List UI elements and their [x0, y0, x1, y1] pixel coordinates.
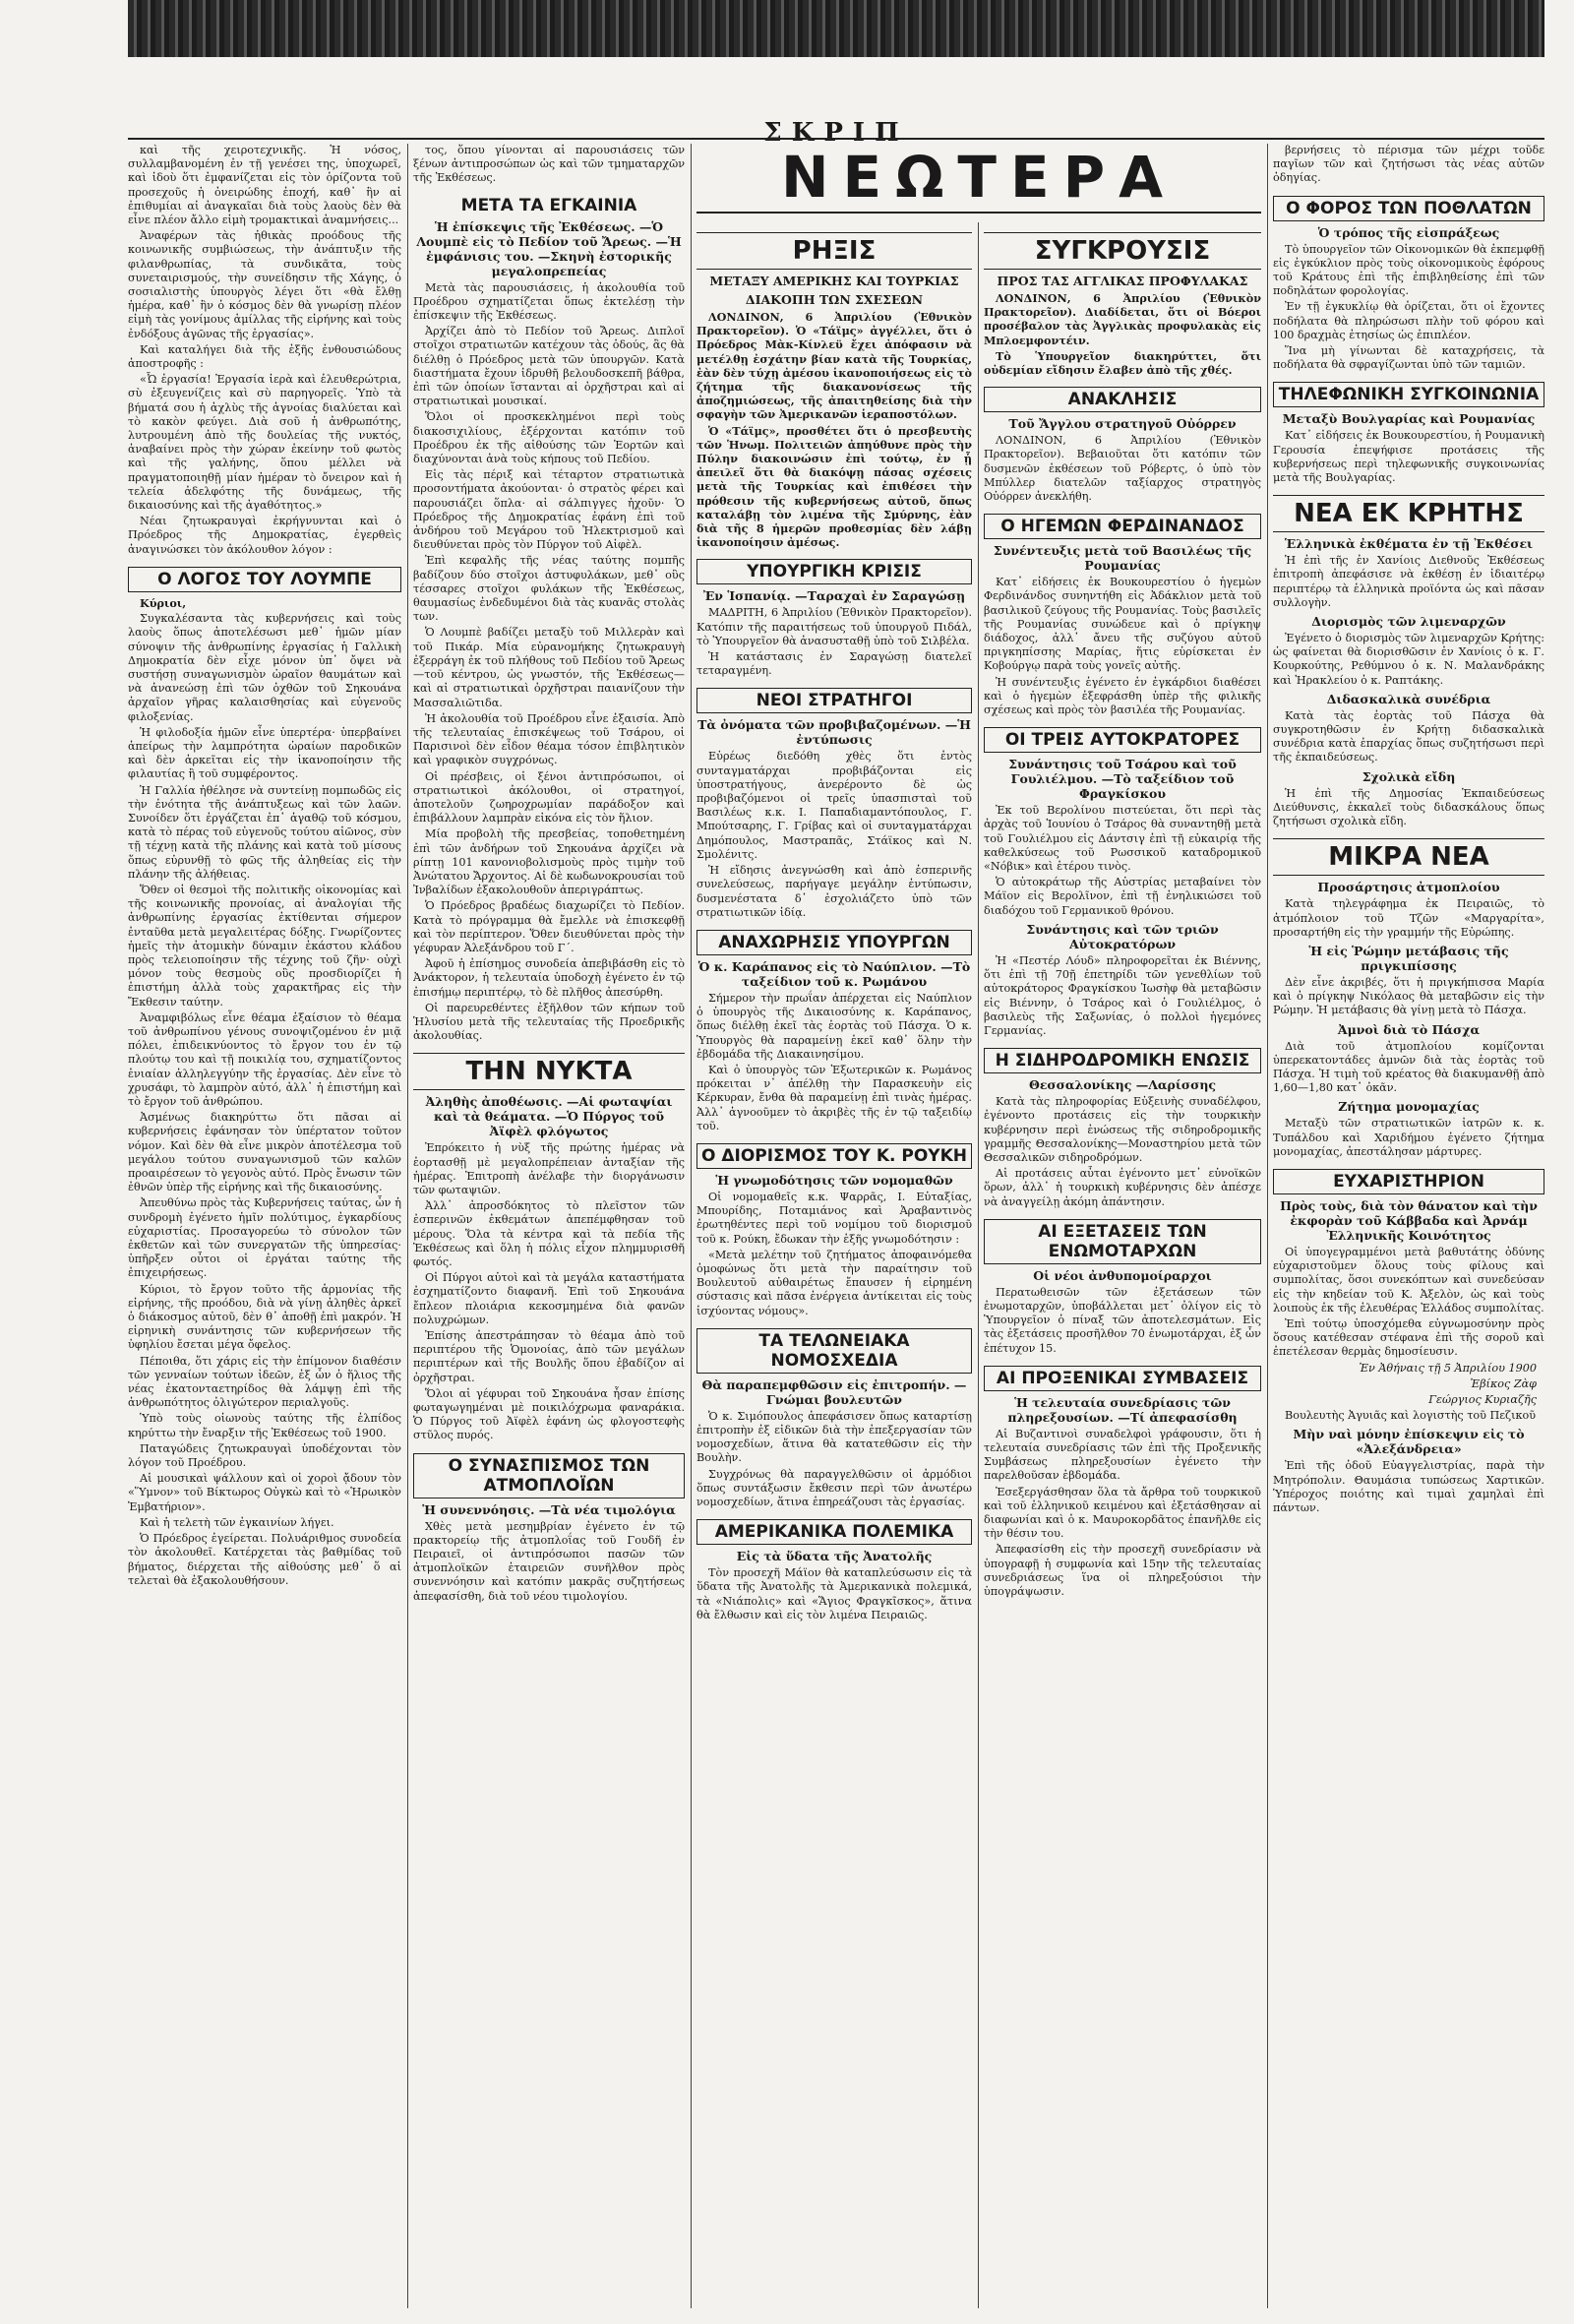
paragraph: Ὑπὸ τοὺς οἰωνοὺς ταύτης τῆς ἐλπίδος κηρύττω τὴν ἔναρξιν τῆς Ἐκθέσεως τοῦ 1900. [128, 1412, 401, 1439]
paragraph: Ἡ ἀκολουθία τοῦ Προέδρου εἶνε ἐξαισία. Ἀπὸ τῆς τελευταίας ἐπισκέψεως τοῦ Τσάρου, οἱ Παρισινοὶ δὲν εἶδον θέαμα τόσον ἐπιβλητικὸν καὶ γραφικὸν συγχρόνως. [413, 711, 685, 767]
paragraph: Εἰς τὰς πέριξ καὶ τέταρτον στρατιωτικὰ προσοντήματα ἀκούονται· ὁ στρατὸς φέρει καὶ παρουσιάζει ὅπλα· αἱ σάλπιγγες ἠχοῦν· Ὁ Πρόεδρος τῆς Δημοκρατίας ἐφάνη ἐπὶ τοῦ ἀνδήρου τοῦ Μεγάρου τοῦ Ἠλεκτρισμοῦ καὶ διευθύνεται πρὸς τὸν Πύργον τοῦ Αἰφὲλ. [413, 468, 685, 552]
subheadline: Ὁ κ. Καράπανος εἰς τὸ Ναύπλιον. —Τὸ ταξείδιον τοῦ κ. Ρωμάνου [697, 958, 971, 989]
signature-date: Ἐν Ἀθήναις τῇ 5 Ἀπριλίου 1900 [1359, 1361, 1537, 1375]
subheadline: Οἱ νέοι ἀνθυπομοίραρχοι [1033, 1267, 1212, 1283]
headline: Ο ΔΙΟΡΙΣΜΟΣ ΤΟΥ Κ. ΡΟΥΚΗ [696, 1143, 972, 1169]
paragraph: Ἡ ἐπὶ τῆς Δημοσίας Ἐκπαιδεύσεως Διεύθυνσις, ἐκκαλεῖ τοὺς διδασκάλους ὅπως ζητήσωσι σχολικὰ εἴδη. [1273, 786, 1544, 828]
paragraph: Ἡ φιλοδοξία ἡμῶν εἶνε ὑπερτέρα· ὑπερβαίνει ἀπείρως τὴν λαμπρότητα ὡραίων παροδικῶν καὶ δὲν ἀρκεῖται εἰς τὴν ἱκανοποίησιν τῆς φιλαυτίας ἢ τοῦ συμφέροντος. [128, 725, 401, 781]
paragraph: τος, ὅπου γίνονται αἱ παρουσιάσεις τῶν ξένων ἀντιπροσώπων ὡς καὶ τῶν τμηματαρχῶν τῆς Ἐκθέσεως. [413, 144, 685, 185]
subheadline: Ἡ εἰς Ῥώμην μετάβασις τῆς πριγκιπίσσης [1308, 943, 1509, 973]
paragraph: ΜΑΔΡΙΤΗ, 6 Ἀπριλίου (Ἐθνικὸν Πρακτορεῖον). Κατόπιν τῆς παραιτήσεως τοῦ ὑπουργοῦ Πιδάλ, τὸ Ὑπουργεῖον θὰ ἀνασυσταθῇ ὑπὸ τοῦ Σιλβέλα. [696, 606, 972, 647]
paragraph: Ἡ «Πεστέρ Λόυδ» πληροφορεῖται ἐκ Βιέννης, ὅτι ἐπὶ τῇ 70ῇ ἐπετηρίδι τῶν γενεθλίων τοῦ αὐτοκράτορος Φραγκίσκου Ἰωσὴφ θὰ μεταβῶσιν εἰς Βιέννην, ὁ Τσάρος καὶ ὁ Γουλιέλμος, ὁ βασιλεὺς τῆς Σαξωνίας, ὁ πολλοὶ ἡγεμόνες Γερμανίας. [984, 953, 1261, 1037]
headline: ΟΙ ΤΡΕΙΣ ΑΥΤΟΚΡΑΤΟΡΕΣ [984, 727, 1261, 753]
subheadline: Διορισμὸς τῶν λιμεναρχῶν [1311, 614, 1506, 630]
subheadline: Ἡ γνωμοδότησις τῶν νομομαθῶν [715, 1172, 953, 1188]
paragraph: Ἡ Γαλλία ἠθέλησε νὰ συντείνῃ πομπωδῶς εἰς τὴν ἐνότητα τῆς ἀνάπτυξεως καὶ τῶν λαῶν. Συνοίδεν ὅτι ἐργάζεται ἐπ᾽ ἀγαθῷ τοῦ κόσμου, κατὰ τὸ πέρας τοῦ εὐγενοῦς τούτου αἰῶνος, σὺν τῇ τέχνῃ κατὰ τῆς πλάνης καὶ κατὰ τοῦ μίσους ὅπως εὐρυνθῇ τὸ φῶς τῆς ἀληθείας εἰς τὴν πλάνην τῆς ἀλήθειας. [128, 783, 401, 881]
subheadline: Ἀμνοὶ διὰ τὸ Πάσχα [1337, 1021, 1481, 1037]
paragraph: Μία προβολὴ τῆς πρεσβείας, τοποθετημένη ἐπὶ τῶν ἀνδήρων τοῦ Σηκουάνα ἀρχίζει νὰ ρίπτῃ 101 κανονιοβολισμοὺς πρὸς τιμὴν τοῦ Ἀνώτατου Ἄρχοντος. Αἱ δὲ κωδωνοκρουσίαι τοῦ Ἰνβαλίδων ἐξακολουθοῦν ἀπεριγράπτως. [413, 827, 685, 897]
paragraph: Βουλευτὴς Ἀγυιᾶς καὶ λογιστὴς τοῦ Πεζικοῦ [1285, 1409, 1537, 1423]
paragraph: Χθὲς μετὰ μεσημβρίαν ἐγένετο ἐν τῷ πρακτορείῳ τῆς ἀτμοπλοΐας τοῦ Γουδῆ ἐν Πειραιεῖ, οἱ ἀντιπρόσωποι πασῶν τῶν ἀτμοπλοϊκῶν ἑταιρειῶν συνῆλθον πρὸς συνεννόησιν καὶ κατόπιν μακρᾶς συζητήσεως ἀπεφασίσθη, διὰ τοῦ νέου τιμολογίου. [413, 1519, 685, 1603]
paragraph: ΛΟΝΔΙΝΟΝ, 6 Ἀπριλίου (Ἐθνικὸν Πρακτορεῖον). Βεβαιοῦται ὅτι κατόπιν τῶν δυσμενῶν ἐκθέσεων τοῦ Ρόβερτς, ὁ ὑπὸ τὸν Μπύλλερ διατελῶν ταξίαρχος στρατηγὸς Οὐόρρεν ἀνεκλήθη. [984, 434, 1261, 504]
paragraph: Δὲν εἶνε ἀκριβές, ὅτι ἡ πριγκήπισσα Μαρία καὶ ὁ πρίγκηψ Νικόλαος θὰ μεταβῶσιν εἰς τὴν Ρώμην. Ἡ μετάβασις θὰ γίνῃ μετὰ τὸ Πάσχα. [1273, 975, 1544, 1017]
column-5 [1273, 144, 1544, 2308]
paragraph: Ἀπεφασίσθη εἰς τὴν προσεχῆ συνεδρίασιν νὰ ὑπογραφῇ ἡ συμφωνία καὶ 15ην τῆς τελευταίας συνεδριάσεως ἵνα οἱ πληρεξούσιοι τὴν ὑπογράψωσιν. [984, 1543, 1261, 1598]
columns [128, 144, 1544, 2308]
subheadline: Πρὸς τοὺς, διὰ τὸν θάνατον καὶ τὴν ἐκφορὰν τοῦ Κάββαδα καὶ Ἀρνάμ Ἐλληνικῆς Κοινότητος [1280, 1197, 1538, 1243]
paragraph: Ὁ Πρόεδρος ἐγείρεται. Πολυάριθμος συνοδεία τὸν ἀκολουθεῖ. Κατέρχεται τὰς βαθμίδας τοῦ βήματος, διέρχεται τῆς αἰθούσης μεθ᾽ ὅ αἱ τελεταὶ θὰ ἐξακολουθήσουν. [128, 1532, 401, 1587]
headline: ΑΙ ΕΞΕΤΑΣΕΙΣ ΤΩΝ ΕΝΩΜΟΤΑΡΧΩΝ [984, 1219, 1261, 1264]
subheadline: Τὰ ὀνόματα τῶν προβιβαζομένων. —Ἡ ἐντύπωσις [697, 717, 971, 748]
paragraph: Κατὰ τὰς πληροφορίας Εὐξεινὴς συναδέλφου, ἐγένοντο προτάσεις εἰς τὴν τουρκικὴν κυβέρνησιν περὶ ἑνώσεως τῆς σιδηροδρομικῆς γραμμῆς Θεσσαλονίκης—Μοναστηρίου μετὰ τῶν Θεσσαλικῶν σιδηροδρόμων. [984, 1095, 1261, 1164]
subheadline: ΠΡΟΣ ΤΑΣ ΑΓΓΛΙΚΑΣ ΠΡΟΦΥΛΑΚΑΣ [997, 274, 1248, 288]
paragraph: Καὶ ἡ τελετὴ τῶν ἐγκαινίων λήγει. [140, 1515, 334, 1529]
headline: Ο ΛΟΓΟΣ ΤΟΥ ΛΟΥΜΠΕ [128, 567, 401, 592]
headline: ΤΑ ΤΕΛΩΝΕΙΑΚΑ ΝΟΜΟΣΧΕΔΙΑ [696, 1328, 972, 1374]
paragraph: Οἱ παρευρεθέντες ἐξῆλθον τῶν κήπων τοῦ Ἡλυσίου μετὰ τῆς τελευταίας τῆς Προεδρικῆς ἀκολουθίας. [413, 1001, 685, 1043]
paragraph: Ὁ «Τάϊμς», προσθέτει ὅτι ὁ πρεσβευτὴς τῶν Ἡνωμ. Πολιτειῶν ἀπηύθυνε πρὸς τὴν Πύλην διακοινώσιν ἐπὶ τούτῳ, ἐν ᾗ ἀπειλεῖ ὅτι θὰ διακόψῃ πάσας σχέσεις μετὰ τῆς Τουρκίας καὶ ἐπιθέσει τὴν πρόθεσιν τῆς κυβερνήσεως αὐτοῦ, ὅπως καταλάβῃ τὸν λιμένα τῆς Σμύρνης, ἐὰν διὰ τῆς 8 ἡμερῶν προθεσμίας δὲν λάβῃ ἱκανοποίησιν ἀμέσως. [696, 423, 972, 550]
column-divider [407, 144, 408, 2308]
paragraph: καὶ τῆς χειροτεχνικῆς. Ἡ νόσος, συλλαμβανομένη ἐν τῇ γενέσει της, ὑποχωρεῖ, καὶ ἰδοὺ ὅτι ἐμφανίζεται εἰς τὸν ὁρίζοντα τοῦ προσεχοῦς ἡ ὀνειρώδης ἐποχή, καθ᾽ ἣν αἱ ἐπιθυμίαι αἱ ἀναγκαῖαι διὰ τοὺς λαοὺς δὲν θὰ εἶνε πλέον ἄλλο εἰμὴ τρομακτικαὶ ἀναμνήσεις... [128, 144, 401, 227]
signature-name: Γεώργιος Κυριαζῆς [1428, 1392, 1537, 1406]
paragraph: Ὁ Λουμπὲ βαδίζει μεταξὺ τοῦ Μιλλερὰν καὶ τοῦ Πικάρ. Μία εὐρανομήκης ζητωκραυγὴ ἐξερράγη ἐκ τοῦ πλήθους τοῦ Πεδίου τοῦ Ἄρεως —τοῦ κέντρου, ὡς γνωστόν, τῆς Ἐκθέσεως— καὶ αἱ στρατιωτικαὶ ὀρχῆστραι παιανίζουν τὴν Μασσαλιῶτιδα. [413, 626, 685, 709]
headline: ΡΗΞΙΣ [696, 232, 972, 270]
subheadline: Ἀληθὴς ἀποθέωσις. —Αἱ φωταψίαι καὶ τὰ θεάματα. —Ὁ Πύργος τοῦ Ἀϊφὲλ φλόγωτος [425, 1094, 673, 1139]
paragraph: Οἱ Πύργοι αὐτοὶ καὶ τὰ μεγάλα καταστήματα ἐσχηματίζοντο διαφανῆ. Ἐπὶ τοῦ Σηκουάνα ἔπλεον πλοιάρια κεκοσμημένα διὰ φανῶν πολυχρώμων. [413, 1271, 685, 1326]
subheadline: ΔΙΑΚΟΠΗ ΤΩΝ ΣΧΕΣΕΩΝ [745, 292, 924, 307]
subheadline: Διδασκαλικὰ συνέδρια [1326, 691, 1491, 706]
paragraph: Ἀλλ᾽ ἀπροσδόκητος τὸ πλεῖστον τῶν ἐσπερινῶν ἐκθεμάτων ἀπεπέμφθησαν τοῦ μέρους. Ὅλα τὰ κέντρα καὶ τὰ πεδία τῆς Ἐκθέσεως καὶ ὅλη ἡ πόλις εἶχον πλημμυρισθῆ φωτός. [413, 1199, 685, 1268]
headline: Η ΣΙΔΗΡΟΔΡΟΜΙΚΗ ΕΝΩΣΙΣ [984, 1048, 1261, 1073]
column-divider [691, 144, 692, 2308]
headline: ΥΠΟΥΡΓΙΚΗ ΚΡΙΣΙΣ [696, 559, 972, 584]
column-4 [984, 222, 1261, 2308]
paragraph: Κύριοι, [140, 595, 187, 610]
section-banner: ΝΕΩΤΕΡΑ [780, 144, 1178, 211]
headline: ΜΕΤΑ ΤΑ ΕΓΚΑΙΝΙΑ [460, 195, 637, 215]
scan-edge [128, 0, 1544, 57]
headline: ΜΙΚΡΑ ΝΕΑ [1273, 838, 1544, 876]
paragraph: Ἀναμφιβόλως εἶνε θέαμα ἐξαίσιον τὸ θέαμα τοῦ ἀνθρωπίνου γένους συνοψιζομένου ἐν μιᾷ πόλει, ἐπιδεικνύοντος τὸ ἔργον του ἐν τῷ πλούτῳ του καὶ τῇ ποικιλίᾳ του, σχηματίζοντος ἑνιαίαν ἀλληλεγγύην τῆς ἐργασίας. Δὲν εἶνε τὸ χρυσάφι, τὸ λαμπρὸν αὐτό, ἀλλ᾽ ἡ ἐπιστήμη καὶ τὸ ἔργον τοῦ ἀνθρώπου. [128, 1010, 401, 1108]
paragraph: Μεταξὺ τῶν στρατιωτικῶν ἰατρῶν κ. κ. Τυπάλδου καὶ Χαριδήμου ἐγένετο ζήτημα μονομαχίας, ἀπεστάλησαν μάρτυρες. [1273, 1117, 1544, 1158]
subheadline: Ἡ ἐπίσκεψις τῆς Ἐκθέσεως. —Ὁ Λουμπὲ εἰς τὸ Πεδίον τοῦ Ἄρεως. —Ἡ ἐμφάνισις του. —Σκηνὴ ἐστορικῆς μεγαλοπρεπείας [416, 218, 682, 278]
paragraph: Ἀρχίζει ἀπὸ τὸ Πεδίον τοῦ Ἄρεως. Διπλοῖ στοῖχοι στρατιωτῶν κατέχουν τὰς ὁδούς, ἃς θὰ διέλθῃ ὁ Πρόεδρος μετὰ τῶν ὑπουργῶν. Κατὰ διαστήματα ἔχουν ἱδρυθῆ βελουδοσκεπῆ βάθρα, ἐπὶ τῶν ὁποίων ἵστανται αἱ ὀρχῆστραι καὶ αἱ στρατιωτικαὶ μουσικαί. [413, 325, 685, 408]
headline: ΕΥΧΑΡΙΣΤΗΡΙΟΝ [1273, 1169, 1544, 1194]
paragraph: Ἀπευθύνω πρὸς τὰς Κυβερνήσεις ταύτας, ὧν ἡ συνδρομὴ ἐγένετο ἡμῖν πολύτιμος, ἐγκαρδίους εὐχαριστίας. Προσαγορεύω τὸ σύνολον τῶν ἐκθετῶν καὶ τῶν συνεργατῶν τῆς ὑπηρεσίας· ὑπῆρξεν οὗτοι οἱ ἐργάται ταύτης τῆς ἐπιχειρήσεως. [128, 1196, 401, 1280]
paragraph: Ἀσμένως διακηρύττω ὅτι πᾶσαι αἱ κυβερνήσεις ἐφάνησαν τὸν ὑπέρτατον τοῦτον νόμον. Καὶ δὲν θὰ εἶνε μικρὸν ἀποτέλεσμα τοῦ μεγάλου τούτου συναγωνισμοῦ τῶν καλῶν προαιρέσεων τὸ γεγονὸς αὐτό. Πρὸς ἔνωσιν τῶν ἐθνῶν ὑπὲρ τῆς εἰρήνης καὶ τῆς δικαιοσύνης. [128, 1111, 401, 1194]
paragraph: Ἡ κατάστασις ἐν Σαραγώσῃ διατελεῖ τεταραγμένη. [696, 650, 972, 678]
paragraph: Ἡ ἐπὶ τῆς ἐν Χανίοις Διεθνοῦς Ἐκθέσεως ἐπιτροπὴ ἀπεφάσισε νὰ ἐκθέσῃ ἐν ἰδιαιτέρῳ περιπτέρῳ τὰ ἑλληνικὰ προϊόντα ὡς καὶ πᾶσαν συλλογὴν. [1273, 554, 1544, 609]
headline: ΤΗΛΕΦΩΝΙΚΗ ΣΥΓΚΟΙΝΩΝΙΑ [1273, 382, 1544, 407]
headline: ΝΕΟΙ ΣΤΡΑΤΗΓΟΙ [696, 688, 972, 713]
paragraph: Ἀναφέρων τὰς ἠθικὰς προόδους τῆς κοινωνικῆς συμβιώσεως, τὴν ἀνάπτυξιν τῆς φιλανθρωπίας, τὰ συνδικᾶτα, τοὺς συνεταιρισμούς, τὴν συνείδησιν τῆς Χάγης, ὁ σοσιαλιστὴς ὑπουργὸς λέγει ὅτι «θὰ ἔλθῃ ἡμέρα, καθ᾽ ἣν ὁ κόσμος δὲν θὰ γνωρίσῃ πλέον εἰμὴ τὰς γονίμους ἁμίλλας τῆς εἰρήνης καὶ τοὺς ἐνδόξους ἀγῶνας τῆς ἐργασίας». [128, 229, 401, 340]
paragraph: Ὁ αὐτοκράτωρ τῆς Αὐστρίας μεταβαίνει τὸν Μάϊον εἰς Βερολῖνον, ἐπὶ τῇ ἐνηλικιώσει τοῦ διαδόχου τοῦ Γερμανικοῦ θρόνου. [984, 876, 1261, 917]
paragraph: ΛΟΝΔΙΝΟΝ, 6 Ἀπριλίου (Ἐθνικὸν Πρακτορεῖον). Ὁ «Τάϊμς» ἀγγέλλει, ὅτι ὁ Πρόεδρος Μὰκ-Κίνλεϋ ἔχει ἀπόφασιν νὰ μετέλθῃ ἐσχάτην βίαν κατὰ τῆς Τουρκίας, ἐὰν δὲν τύχῃ ἀμέσου ἱκανοποιήσεως εἰς τὸ ζήτημα τῆς διακανονίσεως τῆς ἀποζημιώσεως, τῆς ἀπαιτηθείσης διὰ τὴν σφαγὴν τῶν Ἀμερικανῶν ἱεραποστόλων. [696, 310, 972, 422]
subheadline: Προσάρτησις ἀτμοπλοίου [1317, 880, 1500, 895]
subheadline: Θὰ παραπεμφθῶσιν εἰς ἐπιτροπήν. —Γνώμαι βουλευτῶν [701, 1376, 967, 1407]
paragraph: ΛΟΝΔΙΝΟΝ, 6 Ἀπριλίου (Ἐθνικὸν Πρακτορεῖον). Διαδίδεται, ὅτι οἱ Βόεροι προσέβαλον τὰς Ἀγγλικὰς προφυλακὰς εἰς Μπλοεμφοντέιν. [984, 291, 1261, 347]
subheadline: Συνάντησις τοῦ Τσάρου καὶ τοῦ Γουλιέλμου. —Τὸ ταξείδιον τοῦ Φραγκίσκου [1008, 757, 1237, 802]
paragraph: Καὶ ὁ ὑπουργὸς τῶν Ἐξωτερικῶν κ. Ρωμάνος πρόκειται ν᾽ ἀπέλθῃ τὴν Παρασκευὴν εἰς Κέρκυραν, ἔνθα θὰ παραμείνῃ ἐπὶ τινὰς ἡμέρας. Ἀλλ᾽ ἀγνοοῦμεν τὸ ἀκριβὲς τῆς ἐν τῷ ταξειδίῳ τοῦ. [696, 1063, 972, 1132]
subheadline: Ἑλληνικὰ ἐκθέματα ἐν τῇ Ἐκθέσει [1284, 536, 1534, 552]
column-divider [1267, 144, 1268, 2308]
paragraph: Αἱ μουσικαὶ ψάλλουν καὶ οἱ χοροὶ ᾄδουν τὸν «Ὕμνον» τοῦ Βίκτωρος Οὐγκὼ καὶ τὸ «Ἡρωικὸν Ἐμβατήριον». [128, 1472, 401, 1513]
paragraph: Τὸ Ὑπουργεῖον διακηρύττει, ὅτι οὐδεμίαν εἴδησιν ἔλαβεν ἀπὸ τῆς χθές. [984, 348, 1261, 378]
headline: Ο ΦΟΡΟΣ ΤΩΝ ΠΟΘΛΑΤΩΝ [1273, 196, 1544, 221]
paragraph: Διὰ τοῦ ἀτμοπλοίου κομίζονται ὑπερεκατοντάδες ἀμνῶν διὰ τὰς ἑορτὰς τοῦ Πάσχα. Ἡ τιμὴ τοῦ κρέατος θὰ διακυμανθῇ ἀπὸ 1,60—1,80 κατ᾽ ὀκᾶν. [1273, 1039, 1544, 1095]
paragraph: Κατ᾽ εἰδήσεις ἐκ Βουκουρεστίου ὁ ἡγεμὼν Φερδινάνδος συνηντήθη εἰς Ἀδάκλιον μετὰ τοῦ βασιλικοῦ ζεύγους τῆς Ρουμανίας. Τοὺς βασιλεῖς τῆς Ρουμανίας συνώδευε καὶ ὁ πρίγκηψ διάδοχος, ἀλλ᾽ ἄνευ τῆς συζύγου αὐτοῦ πριγκηπίσσης Μαρίας, ἥτις εὑρίσκεται ἐν Κοβούργῳ παρὰ τοὺς γονεῖς αὐτῆς. [984, 576, 1261, 673]
headline: Ο ΗΓΕΜΩΝ ΦΕΡΔΙΝΑΝΔΟΣ [984, 514, 1261, 539]
paragraph: Καὶ καταλήγει διὰ τῆς ἑξῆς ἐνθουσιώδους ἀποστροφῆς : [128, 342, 401, 371]
subheadline: Θεσσαλονίκης —Λαρίσσης [1028, 1077, 1217, 1093]
headline: ΑΙ ΠΡΟΞΕΝΙΚΑΙ ΣΥΜΒΑΣΕΙΣ [984, 1366, 1261, 1391]
column-2 [413, 144, 685, 2308]
paragraph: Εὐρέως διεδόθη χθὲς ὅτι ἐντὸς συνταγματάρχαι προβιβάζονται εἰς ὑποστρατήγους, ἀνερέροντο δὲ ὡς προβιβαζόμενοι οἱ τρεῖς ὑπασπισταὶ τοῦ Βασιλέως κ.κ. Ι. Παπαδιαμαντόπουλος, Γ. Μπούτσαρης, Γ. Γρίβας καὶ οἱ συνταγματάρχαι Δημόπουλος, Μαστραπᾶς, Στάϊκος καὶ Ν. Σμολένιτς. [696, 750, 972, 861]
subheadline: Ἐν Ἱσπανίᾳ. —Ταραχαὶ ἐν Σαραγώσῃ [702, 588, 966, 604]
paragraph: Αἱ Βυζαντινοὶ συναδελφοὶ γράφουσιν, ὅτι ἡ τελευταία συνεδρίασις τῶν ἐπὶ τῆς Προξενικῆς Συμβάσεως πληρεξουσίων ἐγένετο τὴν παρελθοῦσαν ἑβδομάδα. [984, 1427, 1261, 1483]
paragraph: Ὁ Πρόεδρος βραδέως διαχωρίζει τὸ Πεδίον. Κατὰ τὸ πρόγραμμα θὰ ἔμελλε νὰ ἐπισκεφθῇ καὶ τὸν περίπτερον. Ὅθεν διευθύνεται πρὸς τὴν γέφυραν Ἀλεξάνδρου τοῦ Γ΄. [413, 899, 685, 954]
paragraph: Ὅλοι οἱ προσκεκλημένοι περὶ τοὺς διακοσιχιλίους, ἐξέρχονται κατόπιν τοῦ Προέδρου ἐκ τῆς αἰθούσης τῶν Ἑορτῶν καὶ διαχύνονται ἀνὰ τοὺς κήπους τοῦ Πεδίου. [413, 410, 685, 466]
headline: ΑΜΕΡΙΚΑΝΙΚΑ ΠΟΛΕΜΙΚΑ [696, 1519, 972, 1545]
paragraph: Κατὰ τὰς ἑορτὰς τοῦ Πάσχα θὰ συγκροτηθῶσιν ἐν Κρήτῃ διδασκαλικὰ συνέδρια κατὰ ἐπαρχίας ὅπως συζητήσωσι περὶ τῆς ἐκπαιδεύσεως. [1273, 708, 1544, 764]
paragraph: Οἱ νομομαθεῖς κ.κ. Ψαρρᾶς, Ι. Εὐταξίας, Μπουρίδης, Ποταμιάνος καὶ Ἀραβαντινὸς ἐρωτηθέντες περὶ τοῦ νομίμου τοῦ διορισμοῦ τοῦ κ. Ρούκη, ἔδωκαν τὴν ἑξῆς γνωμοδότησιν : [696, 1190, 972, 1246]
paragraph: Συγχρόνως θὰ παραγγελθῶσιν οἱ ἀρμόδιοι ὅπως συντάξωσιν ἔκθεσιν περὶ τῶν ἀνωτέρω νομοσχεδίων, ἅτινα ἐπηρεάζουσι τὰς ἐργασίας. [696, 1467, 972, 1508]
paragraph: «Μετὰ μελέτην τοῦ ζητήματος ἀποφαινόμεθα ὁμοφώνως ὅτι μετὰ τὴν παραίτησιν τοῦ Βουλευτοῦ αὐθαιρέτως ἔπαυσεν ἡ εἰρημένη σύστασις καὶ πᾶσα ἐνέργεια ἀντίκειται εἰς τοὺς ἰσχύοντας νόμους». [696, 1248, 972, 1317]
subheadline: ΜΕΤΑΞΥ ΑΜΕΡΙΚΗΣ ΚΑΙ ΤΟΥΡΚΙΑΣ [709, 274, 959, 288]
paragraph: Παταγώδεις ζητωκραυγαὶ ὑποδέχονται τὸν λόγον τοῦ Προέδρου. [128, 1441, 401, 1470]
subheadline: Συνάντησις καὶ τῶν τριῶν Αὐτοκρατόρων [1026, 921, 1219, 951]
paragraph: Νέαι ζητωκραυγαὶ ἐκρήγνυνται καὶ ὁ Πρόεδρος τῆς Δημοκρατίας, ἐγερθεὶς ἀναγινώσκει τὸν ἀκόλουθον λόγον : [128, 515, 401, 556]
paragraph: Οἱ ὑπογεγραμμένοι μετὰ βαθυτάτης ὀδύνης εὐχαριστοῦμεν ὅλους τοὺς φίλους καὶ συμπολίτας, ὅσοι συνεκόπτων καὶ συνεδεύσαν εἰς τὴν κηδείαν τοῦ Κ. Ἀξελὸν, ὡς καὶ τοὺς λοιποὺς ἐκ τῆς ἐλευθέρας Ἑλλάδος συμπολίτας. [1273, 1245, 1544, 1315]
subheadline: Ἡ συνεννόησις. —Τὰ νέα τιμολόγια [422, 1501, 676, 1517]
subheadline: Εἰς τὰ ὕδατα τῆς Ἀνατολῆς [736, 1549, 933, 1564]
paragraph: Τὸ ὑπουργεῖον τῶν Οἰκονομικῶν θὰ ἐκπεμφθῇ εἰς ἐγκύκλιον πρὸς τοὺς οἰκονομικοὺς ἐφόρους τοῦ Κράτους ἐπὶ τῆς ἐπιβληθείσης ἐπὶ τῶν ποδηλάτων φορολογίας. [1273, 242, 1544, 298]
paragraph: Ὅλοι αἱ γέφυραι τοῦ Σηκουάνα ἦσαν ἐπίσης φωταγωγημέναι μὲ ποικιλόχρωμα φαναράκια. Ὁ Πύργος τοῦ Ἀϊφὲλ ἐφάνη ὡς φλογοστεφὴς στῦλος πυρός. [413, 1386, 685, 1442]
column-divider [978, 222, 979, 2308]
paragraph: Συγκαλέσαντα τὰς κυβερνήσεις καὶ τοὺς λαοὺς ὅπως ἀποτελέσωσι μεθ᾽ ἡμῶν μίαν σύνοψιν τῆς ἀνθρωπίνης ἐργασίας ἡ Γαλλικὴ Δημοκρατία δὲν εἶχε μόνον ὑπ᾽ ὄψει νὰ συστήσῃ συναγωνισμὸν ὡραῖον θαυμάτων καὶ νὰ ἀνανεώσῃ ἐπὶ τῶν ὀχθῶν τοῦ Σηκουάνα ἀρχαῖον γῆρας καλαισθησίας καὶ εὐγενοῦς φιλοξενίας. [128, 612, 401, 723]
paragraph: Ἐπρόκειτο ἡ νὺξ τῆς πρώτης ἡμέρας νὰ ἑορτασθῇ μὲ μεγαλοπρέπειαν ἀνταξίαν τῆς ἡμέρας. Ἐπιτροπὴ ἀνέλαβε τὴν διοργάνωσιν τῶν φωταψιῶν. [413, 1141, 685, 1196]
paragraph: Ἡ συνέντευξις ἐγένετο ἐν ἐγκάρδιοι διαθέσει καὶ ὁ ἡγεμὼν ἐξεφράσθη ὑπὲρ τῆς φιλικῆς σχέσεως καὶ πρὸς τὸν βασιλέα τῆς Ρουμανίας. [984, 675, 1261, 717]
paragraph: Κύριοι, τὸ ἔργον τοῦτο τῆς ἁρμονίας τῆς εἰρήνης, τῆς προόδου, διὰ νὰ γίνῃ ἀληθὲς ἀρκεῖ ὁ διάκοσμος αὐτοῦ, δὲν θ᾽ ἀποθῇ ἐπὶ μακρόν. Ἡ εἰρηνικὴ συνάντησις τῶν κυβερνήσεων τῆς ὑφηλίου ἔσεται μέγα ὄφελος. [128, 1282, 401, 1352]
paragraph: Ἀφοῦ ἡ ἐπίσημος συνοδεία ἀπεβιβάσθη εἰς τὸ Ἀνάκτορον, ἡ τελευταία ὑποδοχὴ ἐγένετο ἐν τῷ ἐπισήμῳ περιπτέρῳ, τὸ δὲ πλῆθος ἀπεσύρθη. [413, 957, 685, 999]
paragraph: Αἱ προτάσεις αὗται ἐγένοντο μετ᾽ εὐνοϊκῶν ὅρων, ἀλλ᾽ ἡ τουρκικὴ κυβέρνησις δὲν ἀπέσχε νὰ ἀναγγείλῃ ἀκόμη ἀπάντησιν. [984, 1167, 1261, 1208]
headline: ΑΝΑΧΩΡΗΣΙΣ ΥΠΟΥΡΓΩΝ [696, 930, 972, 955]
headline: ΑΝΑΚΛΗΣΙΣ [984, 387, 1261, 412]
paragraph: Κατ᾽ εἰδήσεις ἐκ Βουκουρεστίου, ἡ Ρουμανικὴ Γερουσία ἐπεψήφισε προτάσεις τῆς κυβερνήσεως περὶ τηλεφωνικῆς συγκοινωνίας μετὰ τῆς Βουλγαρίας. [1273, 429, 1544, 485]
paragraph: Πέποιθα, ὅτι χάρις εἰς τὴν ἐπίμονον διαθέσιν τῶν γενναίων τούτων ἰδεῶν, ἐξ ὧν ὁ ἥλιος τῆς νέας ἐκατονταετηρίδος θὰ λάμψῃ ἐπὶ τῆς ἀνθρωπότητος ὀλιγώτερον περιαλγοῦς. [128, 1354, 401, 1410]
newspaper-page [128, 0, 1544, 2324]
paragraph: Ἐγένετο ὁ διορισμὸς τῶν λιμεναρχῶν Κρήτης: ὡς φαίνεται θὰ διορισθῶσιν ἐν Χανίοις ὁ κ. Γ. Κουρκούτης, Ρεθύμνου ὁ κ. Ν. Μαλανδράκης καὶ Ἡρακλείου ὁ κ. Ραπτάκης. [1273, 632, 1544, 687]
paragraph: Ἵνα μὴ γίνωνται δὲ καταχρήσεις, τὰ ποδήλατα θὰ σφραγίζωνται ὑπὸ τῶν ταμιῶν. [1273, 344, 1544, 372]
paragraph: «Ὦ ἐργασία! Ἐργασία ἱερὰ καὶ ἐλευθερώτρια, σὺ ἐξευγενίζεις καὶ σὺ παρηγορεῖς. Ὑπὸ τὰ βήματά σου ἡ ἀχλὺς τῆς ἀγνοίας διαλύεται καὶ τὸ κακὸν φεύγει. Διὰ σοῦ ἡ ἀνθρωπότης, λυτρουμένη ἀπὸ τῆς δουλείας τῆς νυκτός, ἀναβαίνει πρὸς τὴν χώραν ἐκείνην τοῦ φωτὸς καὶ τῆς γαλήνης, ὅπου μέλλει νὰ πραγματοποιηθῇ μίαν ἡμέραν τὸ ὄνειρον καὶ ἡ τελεία ἀδελφότης τῆς δυνάμεως, τῆς δικαιοσύνης καὶ τῆς ἀγαθότητος.» [128, 373, 401, 513]
paragraph: βερνήσεις τὸ πέρισμα τῶν μέχρι τοῦδε παγῖων τῶν καὶ ζητήσωσι τὰς νέας αὐτῶν ὁδηγίας. [1273, 144, 1544, 185]
column-1 [128, 144, 401, 2308]
paragraph: Ἐν τῇ ἐγκυκλίῳ θὰ ὁρίζεται, ὅτι οἱ ἔχοντες ποδήλατα θὰ πληρώσωσι πλὴν τοῦ φόρου καὶ 100 δραχμὰς ἐτησίως ὡς ἐπιπλέον. [1273, 300, 1544, 341]
headline: ΝΕΑ ΕΚ ΚΡΗΤΗΣ [1273, 495, 1544, 532]
paragraph: Ἐσεξεργάσθησαν ὅλα τὰ ἄρθρα τοῦ τουρκικοῦ καὶ τοῦ ἑλληνικοῦ κειμένου καὶ ἐξετάσθησαν αἱ διαφωνίαι καὶ ὁ κ. Μαυροκορδᾶτος ἐπανῆλθε εἰς τὴν θέσιν του. [984, 1485, 1261, 1541]
paragraph: Ὁ κ. Σιμόπουλος ἀπεφάσισεν ὅπως καταρτίσῃ ἐπιτροπὴν ἐξ εἰδικῶν διὰ τὴν ἐπεξεργασίαν τῶν νομοσχεδίων, ἅτινα θὰ κατατεθῶσιν εἰς τὴν Βουλὴν. [696, 1409, 972, 1465]
paragraph: Τὸν προσεχῆ Μάϊον θὰ καταπλεύσωσιν εἰς τὰ ὕδατα τῆς Ἀνατολῆς τὰ Ἀμερικανικὰ πολεμικά, τὰ «Νιάπολις» καὶ «Ἅγιος Φραγκῖσκος», ἅτινα θὰ ἔλθωσιν καὶ εἰς τὸν λιμένα Πειραιῶς. [696, 1566, 972, 1621]
subheadline: Ἡ τελευταία συνεδρίασις τῶν πληρεξουσίων. —Τί ἀπεφασίσθη [1007, 1394, 1238, 1425]
paragraph: Ἡ εἴδησις ἀνεγνώσθη καὶ ἀπὸ ἐσπερινῆς συνελεύσεως, παρήγαγε μεγάλην ἐντύπωσιν, δυσμενέστατα δ᾽ ἐσχολιάζετο ὑπὸ τῶν στρατιωτικῶν ἰδίᾳ. [696, 864, 972, 919]
subheadline: Ὁ τρόπος τῆς εἰσπράξεως [1317, 224, 1500, 240]
subheadline: Μεταξὺ Βουλγαρίας καὶ Ρουμανίας [1282, 411, 1536, 427]
paragraph: Ὅθεν οἱ θεσμοὶ τῆς πολιτικῆς οἰκονομίας καὶ τῆς κοινωνικῆς προνοίας, αἱ ἀναλογίαι τῆς ἀνθρωπίνης ἐργασίας ἐκτίθενται σήμερον ἐνταῦθα μετὰ μεγαλειτέρας δόξης. Γνωρίζοντες ἡμεῖς τὴν ἀτομικὴν δύναμιν ἐκάστου κλάδου πρὸς τελειοποίησιν τῆς τέχνης τοῦ ζῆν· οὐχὶ μόνον τοὺς θεσμοὺς οὓς προσδιορίζει ἡ ἐπιστήμη ἀλλὰ τοὺς χαρακτῆρας εἰς τὴν Ἔκθεσιν ταύτην. [128, 883, 401, 1009]
paragraph: Ἐκ τοῦ Βερολίνου πιστεύεται, ὅτι περὶ τὰς ἀρχὰς τοῦ Ἰουνίου ὁ Τσάρος θὰ συναντηθῇ μετὰ τοῦ Γουλιέλμου εἰς Δάντσιγ ἐπὶ τῇ εὐκαιρίᾳ τῆς καθελκύσεως τοῦ Ρωσσικοῦ καταδρομικοῦ «Νόβικ» καὶ ἑτέρου τινὸς. [984, 804, 1261, 874]
subheadline: Σχολικὰ εἴδη [1362, 768, 1456, 784]
paragraph: Κατὰ τηλεγράφημα ἐκ Πειραιῶς, τὸ ἀτμόπλοιον τοῦ Τζῶν «Μαργαρίτα», προσαρτήθη εἰς τὴν γραμμήν τῆς Εὐρώπης. [1273, 897, 1544, 939]
paragraph: Περατωθεισῶν τῶν ἐξετάσεων τῶν ἐνωμοταρχῶν, ὑποβάλλεται μετ᾽ ὀλίγον εἰς τὸ Ὑπουργεῖον ὁ πίναξ τῶν ἀποτελεσμάτων. Εἰς τὰς ἐξετάσεις προσῆλθον 70 ἐνωμοτάρχαι, ἐξ ὧν ἐπέτυχον 15. [984, 1285, 1261, 1355]
headline: Ο ΣΥΝΑΣΠΙΣΜΟΣ ΤΩΝ ΑΤΜΟΠΛΟΪΩΝ [413, 1453, 685, 1498]
headline: ΣΥΓΚΡΟΥΣΙΣ [984, 232, 1261, 270]
paragraph: Μετὰ τὰς παρουσιάσεις, ἡ ἀκολουθία τοῦ Προέδρου σχηματίζεται ὅπως ἐκτελέσῃ τὴν ἐπίσκεψιν τῆς Ἐκθέσεως. [413, 280, 685, 323]
paragraph: Οἱ πρέσβεις, οἱ ξένοι ἀντιπρόσωποι, οἱ στρατιωτικοὶ ἀκόλουθοι, οἱ στρατηγοί, ἀποτελοῦν ζωηροχρωμίαν παράδοξον καὶ ἐπιβάλλουν λαμπρὰν εἰκόνα εἰς τὸν ἥλιον. [413, 769, 685, 826]
paragraph: Ἐπὶ τούτῳ ὑποσχόμεθα εὐγνωμοσύνην πρὸς ὅσους κατέθεσαν στέφανα ἐπὶ τῆς σοροῦ καὶ ἐπετέλεσαν θερμὰς δημοσίευσιν. [1273, 1316, 1544, 1359]
column-3 [696, 222, 972, 2308]
paragraph: Ἐπὶ τῆς ὁδοῦ Εὐαγγελιστρίας, παρὰ τὴν Μητρόπολιν. Θαυμάσια τυπώσεως Χαρτικῶν. Ὑπέροχος ποιότης καὶ τιμαὶ χαμηλαὶ ἐπὶ πάντων. [1273, 1459, 1544, 1514]
subheadline: Μὴν ναὶ μόνην ἐπίσκεψιν εἰς τὸ «Ἀλεξάνδρεια» [1293, 1427, 1525, 1457]
signature-name: Ἐβίκος Ζὰφ [1470, 1376, 1537, 1390]
masthead-rule [128, 138, 1544, 140]
subheadline: Ζήτημα μονομαχίας [1338, 1099, 1480, 1115]
paragraph: Ἐπίσης ἀπεστράπησαν τὸ θέαμα ἀπὸ τοῦ περιπτέρου τῆς Ὁμονοίας, ἀπὸ τῶν μεγάλων περιπτέρων καὶ τῆς Βουλῆς ὅπου ἐβαδίζον αἱ ὀρχῆστραι. [413, 1329, 685, 1384]
masthead-title: ΣΚΡΙΠ [763, 118, 909, 148]
subheadline: Τοῦ Ἄγγλου στρατηγοῦ Οὐόρρεν [1008, 416, 1237, 432]
headline: ΤΗΝ ΝΥΚΤΑ [413, 1053, 685, 1090]
subheadline: Συνέντευξις μετὰ τοῦ Βασιλέως τῆς Ρουμανίας [993, 543, 1252, 574]
paragraph: Ἐπὶ κεφαλῆς τῆς νέας ταύτης πομπῆς βαδίζουν δύο στοῖχοι ἀστυφυλάκων, μεθ᾽ οὓς τέσσαρες στοῖχοι φυλάκων τῆς Ἐκθέσεως, θαυμασίως ἐνδεδυμένοι διὰ τὰς κυανᾶς στολὰς των. [413, 554, 685, 624]
paragraph: Σήμερον τὴν πρωΐαν ἀπέρχεται εἰς Ναύπλιον ὁ ὑπουργὸς τῆς Δικαιοσύνης κ. Καράπανος, ὅπως διέλθῃ ἐκεῖ τὰς ἑορτὰς τοῦ Πάσχα. Ὁ κ. Ὑπουργὸς θὰ παραμείνῃ ἐκεῖ καθ᾽ ὅλην τὴν ἑβδομάδα τῆς Διακαινησίμου. [696, 991, 972, 1061]
